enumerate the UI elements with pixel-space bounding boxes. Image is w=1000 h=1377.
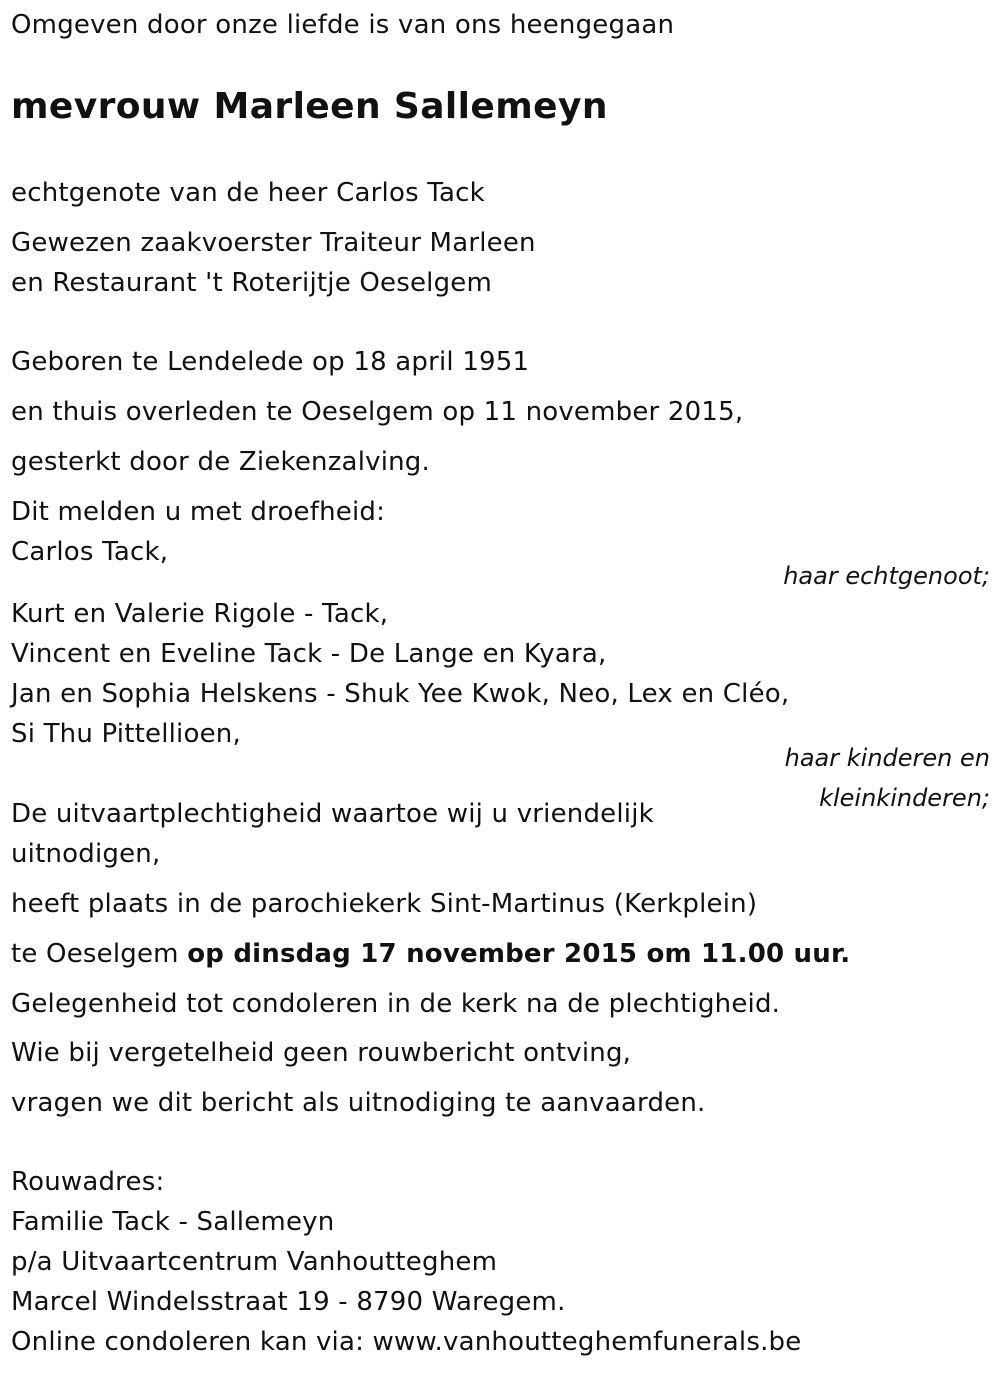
address-label: Rouwadres:: [11, 1167, 165, 1197]
occupation-line-1: Gewezen zaakvoerster Traiteur Marleen: [11, 228, 536, 258]
ceremony-datetime-line: [11, 939, 850, 969]
ceremony-line-3: heeft plaats in de parochiekerk Sint-Martinus (Kerkplein): [11, 889, 758, 919]
ceremony-datetime: op dinsdag 17 november 2015 om 11.00 uur.: [187, 939, 851, 969]
occupation-line-2: en Restaurant 't Roterijtje Oeselgem: [11, 268, 493, 298]
sacrament-line: gesterkt door de Ziekenzalving.: [11, 447, 430, 477]
announcement-intro: Dit melden u met droefheid:: [11, 497, 386, 527]
intro-text: Omgeven door onze liefde is van ons heengegaan: [11, 10, 675, 40]
notice-line-1: Wie bij vergetelheid geen rouwbericht ontving,: [11, 1038, 632, 1068]
ceremony-line-2: uitnodigen,: [11, 839, 161, 869]
children-line-4: Si Thu Pittellioen,: [11, 719, 241, 749]
ceremony-line-1: De uitvaartplechtigheid waartoe wij u vriendelijk: [11, 799, 654, 829]
spouse-name: Carlos Tack,: [11, 537, 169, 567]
condolence-line: Gelegenheid tot condoleren in de kerk na de plechtigheid.: [11, 989, 781, 1019]
address-family: Familie Tack - Sallemeyn: [11, 1207, 335, 1237]
address-care-of: p/a Uitvaartcentrum Vanhoutteghem: [11, 1247, 498, 1277]
ceremony-place: te Oeselgem: [11, 939, 188, 969]
children-role-line-2: kleinkinderen;: [819, 784, 990, 812]
children-line-1: Kurt en Valerie Rigole - Tack,: [11, 599, 389, 629]
children-line-3: Jan en Sophia Helskens - Shuk Yee Kwok, Neo, Lex en Cléo,: [11, 679, 790, 709]
spouse-role: haar echtgenoot;: [783, 562, 990, 590]
deceased-name: mevrouw Marleen Sallemeyn: [11, 86, 608, 127]
children-role-line-1: haar kinderen en: [784, 744, 990, 772]
online-condolence-line: Online condoleren kan via: www.vanhoutteghemfunerals.be: [11, 1327, 802, 1357]
death-line: en thuis overleden te Oeselgem op 11 november 2015,: [11, 397, 744, 427]
notice-line-2: vragen we dit bericht als uitnodiging te aanvaarden.: [11, 1088, 706, 1118]
children-line-2: Vincent en Eveline Tack - De Lange en Kyara,: [11, 639, 607, 669]
spouse-line: echtgenote van de heer Carlos Tack: [11, 178, 485, 208]
birth-line: Geboren te Lendelede op 18 april 1951: [11, 347, 530, 377]
address-street: Marcel Windelsstraat 19 - 8790 Waregem.: [11, 1287, 566, 1317]
